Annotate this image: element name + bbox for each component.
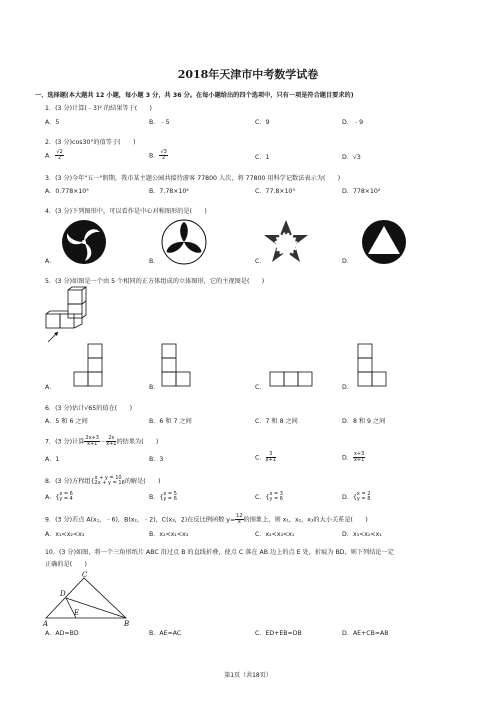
q10-label-b: B bbox=[124, 620, 130, 628]
q7-option-c: C． $\frac{3}{x+1}$ bbox=[255, 451, 276, 463]
q6-option-b: B．6 和 7 之间 bbox=[149, 418, 192, 425]
q6-option-a: A．5 和 6 之间 bbox=[45, 418, 88, 425]
q9-stem: 9．(3 分)若点 A(x₁，﹣6)，B(x₂，﹣2)，C(x₃，2)在反比例函数 y= $\frac{12}{x}$ 的图象上，则 x₁，x₂，x₃的大小关系是( ) bbox=[45, 513, 368, 525]
q2-option-c: C．1 bbox=[255, 154, 270, 161]
q3-option-c: C．77.8×10³ bbox=[255, 188, 295, 195]
q10-stem-line1: 10．(3 分)如图，将一个三角形纸片 ABC 沿过点 B 的直线折叠，使点 C 落在 AB 边上的点 E 处，折痕为 BD，则下列结论一定 bbox=[45, 549, 394, 556]
q1-option-d: D．﹣9 bbox=[342, 119, 364, 126]
q8-option-c: C．{ x = 3 y = 6 bbox=[255, 491, 283, 502]
q7-option-a: A．1 bbox=[45, 456, 60, 463]
q4-option-b: B． bbox=[149, 258, 160, 265]
q4-figure-d bbox=[360, 218, 408, 266]
q6-option-c: C．7 和 8 之间 bbox=[255, 418, 298, 425]
q7-option-b: B．3 bbox=[149, 456, 164, 463]
q10-label-d: D bbox=[60, 590, 66, 598]
q5-option-a: A． bbox=[45, 384, 56, 391]
q10-option-a: A．AD=BD bbox=[45, 630, 79, 637]
q7-option-d: D． $\frac{x+3}{x+1}$ bbox=[342, 451, 365, 463]
q4-option-d: D． bbox=[342, 258, 353, 265]
page-footer: 第1页（共18页） bbox=[224, 672, 272, 679]
q5-option-c-figure bbox=[268, 370, 318, 388]
q4-figure-a bbox=[60, 218, 108, 266]
q9-option-a: A．x₁<x₂<x₃ bbox=[45, 531, 85, 538]
q4-figure-b bbox=[160, 218, 208, 266]
q10-triangle-figure bbox=[42, 570, 142, 628]
q5-option-d-figure bbox=[350, 342, 396, 392]
q4-option-a: A． bbox=[45, 258, 56, 265]
q3-option-a: A．0.778×10⁵ bbox=[45, 188, 89, 195]
q2-stem: 2．(3 分)cos30°的值等于( ) bbox=[45, 139, 136, 146]
q5-option-d: D． bbox=[342, 384, 353, 391]
q2-option-b: B． $\frac{√3}{2}$ bbox=[149, 149, 167, 161]
q10-option-b: B．AE=AC bbox=[149, 630, 182, 637]
q7-stem: 7．(3 分)计算 $\frac{2x+3}{x+1}$ － $\frac{2x}{x+1}$ 的结果为( ) bbox=[45, 435, 159, 447]
q1-stem: 1．(3 分)计算(﹣3)² 的结果等于( ) bbox=[45, 105, 152, 112]
q3-option-b: B．7.78×10⁴ bbox=[149, 188, 189, 195]
q8-option-d: D．{ x = 2 y = 8 bbox=[342, 491, 371, 502]
q1-option-c: C．9 bbox=[255, 119, 270, 126]
q5-solid-figure bbox=[40, 286, 100, 344]
q2-option-d: D．√3 bbox=[342, 154, 361, 161]
q4-option-c: C． bbox=[255, 258, 266, 265]
q9-option-b: B．x₂<x₁<x₃ bbox=[149, 531, 189, 538]
q10-label-c: C bbox=[82, 571, 88, 579]
page-title: 2018年天津市中考数学试卷 bbox=[177, 68, 319, 81]
q5-stem: 5．(3 分)如图是一个由 5 个相同的正方体组成的立体图形，它的主视图是( ) bbox=[45, 278, 265, 285]
q10-label-e: E bbox=[74, 609, 80, 617]
q10-label-a: A bbox=[43, 620, 49, 628]
q5-option-b: B． bbox=[149, 384, 160, 391]
q5-option-c: C． bbox=[255, 384, 266, 391]
q5-option-b-figure bbox=[160, 342, 206, 392]
q3-option-d: D．778×10² bbox=[342, 188, 381, 195]
q5-option-a-figure bbox=[60, 342, 106, 392]
q6-stem: 6．(3 分)估计√65的值在( ) bbox=[45, 405, 132, 412]
q3-stem: 3．(3 分)今年"五一"假期，我市某主题公园共接待游客 77800 人次，将 77800 用科学记数法表示为( ) bbox=[45, 175, 341, 182]
q1-option-b: B．﹣5 bbox=[149, 119, 170, 126]
q8-option-a: A．{ x = 6 y = 4 bbox=[45, 491, 73, 502]
q10-option-d: D．AE+CB=AB bbox=[342, 630, 389, 637]
q2-option-a: A． $\frac{√2}{2}$ bbox=[45, 149, 63, 161]
q6-option-d: D．8 和 9 之间 bbox=[342, 418, 386, 425]
q10-option-c: C．ED+EB=DB bbox=[255, 630, 302, 637]
q1-option-a: A．5 bbox=[45, 119, 60, 126]
q8-stem: 8．(3 分)方程组{ x + y = 10 2x + y = 16 的解是( ) bbox=[45, 475, 161, 486]
q9-option-c: C．x₂<x₃<x₁ bbox=[255, 531, 295, 538]
q10-stem-line2: 正确的是( ) bbox=[45, 561, 87, 568]
q8-option-b: B．{ x = 5 y = 6 bbox=[149, 491, 177, 502]
q4-figure-c bbox=[262, 218, 310, 266]
q9-option-d: D．x₃<x₂<x₁ bbox=[342, 531, 382, 538]
q4-stem: 4．(3 分)下列图形中，可以看作是中心对称图形的是( ) bbox=[45, 208, 207, 215]
section-heading: 一、选择题(本大题共 12 小题，每小题 3 分，共 36 分。在每小题给出的四个选项中，只有一项是符合题目要求的) bbox=[35, 92, 354, 99]
